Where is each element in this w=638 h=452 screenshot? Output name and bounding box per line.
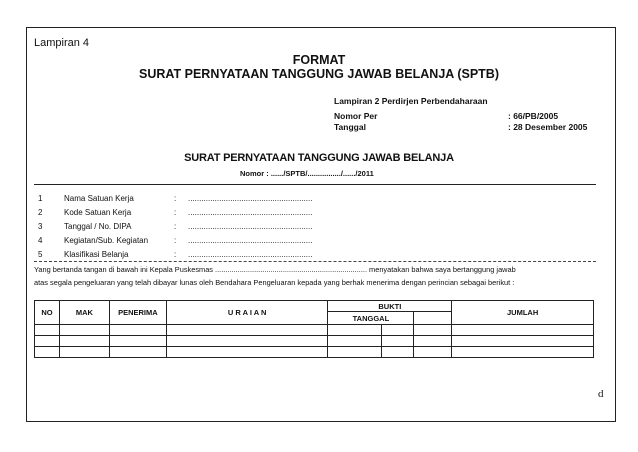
- letter-title: SURAT PERNYATAAN TANGGUNG JAWAB BELANJA: [184, 152, 454, 164]
- field-colon: :: [174, 208, 177, 217]
- divider-fields: [34, 261, 596, 262]
- reference-line: Lampiran 2 Perdirjen Perbendaharaan: [334, 96, 488, 106]
- field-label: Klasifikasi Belanja: [64, 250, 129, 259]
- reference-tanggal-value: : 28 Desember 2005: [508, 122, 588, 132]
- column-header-no: NO: [35, 301, 60, 325]
- document-title: SURAT PERNYATAAN TANGGUNG JAWAB BELANJA (SPTB): [139, 67, 499, 81]
- divider-top: [34, 184, 596, 185]
- field-value: ........................................................: [188, 208, 313, 217]
- field-label: Kegiatan/Sub. Kegiatan: [64, 236, 149, 245]
- field-number: 2: [38, 208, 43, 217]
- field-label: Tanggal / No. DIPA: [64, 222, 132, 231]
- reference-tanggal-label: Tanggal: [334, 122, 366, 132]
- column-header-uraian: U R A I A N: [166, 301, 328, 325]
- field-label: Kode Satuan Kerja: [64, 208, 132, 217]
- footer-mark: d: [598, 388, 604, 400]
- table-row: [35, 347, 594, 358]
- field-number: 1: [38, 194, 43, 203]
- field-number: 4: [38, 236, 43, 245]
- table-row: [35, 336, 594, 347]
- table-row: [35, 325, 594, 336]
- column-header-jumlah: JUMLAH: [452, 301, 594, 325]
- field-number: 5: [38, 250, 43, 259]
- reference-nomor-value: : 66/PB/2005: [508, 111, 559, 121]
- field-value: ........................................................: [188, 222, 313, 231]
- field-colon: :: [174, 194, 177, 203]
- column-header-bukti: BUKTI: [328, 301, 452, 312]
- field-value: ........................................................: [188, 236, 313, 245]
- column-header-tanggal: TANGGAL: [328, 312, 414, 325]
- format-heading: FORMAT: [292, 53, 346, 67]
- column-header-blank: [414, 312, 452, 325]
- field-colon: :: [174, 222, 177, 231]
- field-number: 3: [38, 222, 43, 231]
- letter-number: Nomor : ....../SPTB/................/....../2011: [240, 169, 374, 178]
- lampiran-label: Lampiran 4: [34, 37, 90, 49]
- field-colon: :: [174, 250, 177, 259]
- reference-nomor-label: Nomor Per: [334, 111, 378, 121]
- statement-line-2: atas segala pengeluaran yang telah dibayar lunas oleh Bendahara Pengeluaran kepada yang berhak menerima dengan perincian sebagai berikut :: [34, 278, 515, 287]
- expense-table: [34, 300, 594, 358]
- field-value: ........................................................: [188, 194, 313, 203]
- field-label: Nama Satuan Kerja: [64, 194, 134, 203]
- field-colon: :: [174, 236, 177, 245]
- field-value: ........................................................: [188, 250, 313, 259]
- column-header-mak: MAK: [59, 301, 109, 325]
- statement-line-1: Yang bertanda tangan di bawah ini Kepala Puskesmas .......................................................................... menyatakan bahwa saya bertanggung jawab: [34, 265, 516, 274]
- column-header-penerima: PENERIMA: [109, 301, 166, 325]
